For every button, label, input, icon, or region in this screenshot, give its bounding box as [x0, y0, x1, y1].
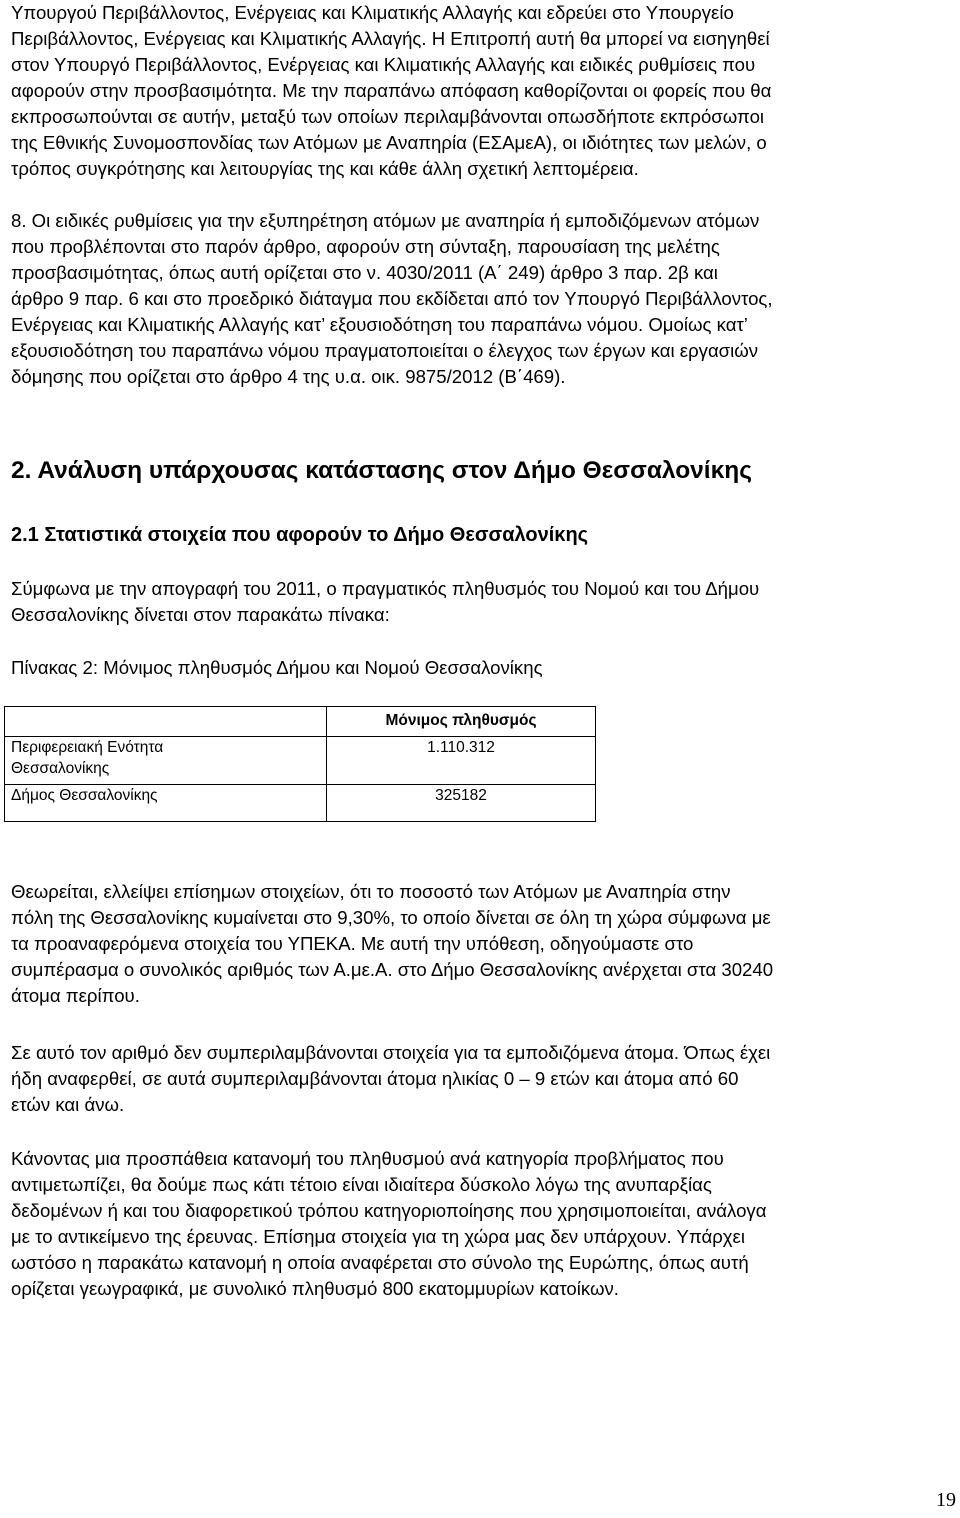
subsection-heading: 2.1 Στατιστικά στοιχεία που αφορούν το Δήμο Θεσσαλονίκης: [11, 524, 589, 546]
text-line: ορίζεται γεωγραφικά, με συνολικό πληθυσμό 800 εκατομμυρίων κατοίκων.: [11, 1278, 619, 1299]
text-line: εξουσιοδότηση του παραπάνω νόμου πραγματοποιείται ο έλεγχος των έργων και εργασιών: [11, 340, 759, 361]
text-line: που προβλέπονται στο παρόν άρθρο, αφορούν στη σύνταξη, παρουσίαση της μελέτης: [11, 236, 720, 257]
cell-text-line: Θεσσαλονίκης: [11, 760, 110, 777]
table-header-population: Μόνιμος πληθυσμός: [327, 707, 596, 737]
text-line: Κάνοντας μια προσπάθεια κατανομή του πληθυσμού ανά κατηγορία προβλήματος που: [11, 1148, 724, 1169]
text-line: συμπέρασμα ο συνολικός αριθμός των Α.με.Α. στο Δήμο Θεσσαλονίκης ανέρχεται στα 30240: [11, 959, 774, 980]
text-line: τα προαναφερόμενα στοιχεία του ΥΠΕΚΑ. Με αυτή την υπόθεση, οδηγούμαστε στο: [11, 933, 694, 954]
table-cell-value: 325182: [327, 785, 596, 822]
text-line: 8. Οι ειδικές ρυθμίσεις για την εξυπηρέτηση ατόμων με αναπηρία ή εμποδιζόμενων ατόμων: [11, 210, 760, 231]
text-line: της Εθνικής Συνομοσπονδίας των Ατόμων με Αναπηρία (ΕΣΑμεΑ), οι ιδιότητες των μελών, ο: [11, 132, 767, 153]
table-header-blank: [5, 707, 327, 737]
table-cell-label: [5, 737, 327, 785]
text-line: Ενέργειας και Κλιματικής Αλλαγής κατ’ εξουσιοδότηση του παραπάνω νόμου. Ομοίως κατ’: [11, 314, 748, 335]
text-line: αντιμετωπίζει, θα δούμε πως κάτι τέτοιο είναι ιδιαίτερα δύσκολο λόγω της ανυπαρξίας: [11, 1174, 712, 1195]
text-line: δόμησης που ορίζεται στο άρθρο 4 της υ.α. οικ. 9875/2012 (Β΄469).: [11, 366, 566, 387]
text-line: Θεωρείται, ελλείψει επίσημων στοιχείων, ότι το ποσοστό των Ατόμων με Αναπηρία στην: [11, 881, 731, 902]
census-paragraph: [11, 576, 953, 628]
text-line: ετών και άνω.: [11, 1094, 125, 1115]
text-line: πόλη της Θεσσαλονίκης κυμαίνεται στο 9,30%, το οποίο δίνεται σε όλη τη χώρα σύμφωνα με: [11, 907, 771, 928]
text-line: Σε αυτό τον αριθμό δεν συμπεριλαμβάνονται στοιχεία για τα εμποδιζόμενα άτομα. Όπως έχει: [11, 1042, 771, 1063]
page-number: 19: [936, 1489, 956, 1511]
estimate-paragraph: [11, 879, 953, 1009]
table-caption: Πίνακας 2: Μόνιμος πληθυσμός Δήμου και Νομού Θεσσαλονίκης: [11, 657, 543, 678]
table-header-row: [5, 707, 596, 737]
exclusion-paragraph: [11, 1040, 953, 1118]
text-line: προσβασιμότητας, όπως αυτή ορίζεται στο ν. 4030/2011 (Α΄ 249) άρθρο 3 παρ. 2β και: [11, 262, 718, 283]
text-line: ήδη αναφερθεί, σε αυτά συμπεριλαμβάνονται άτομα ηλικίας 0 – 9 ετών και άτομα από 60: [11, 1068, 739, 1089]
intro-paragraph: [11, 0, 953, 182]
distribution-paragraph: [11, 1146, 953, 1302]
cell-text-line: Περιφερειακή Ενότητα: [11, 739, 164, 756]
text-line: αφορούν στην προσβασιμότητα. Με την παραπάνω απόφαση καθορίζονται οι φορείς που θα: [11, 80, 772, 101]
item-8-paragraph: [11, 208, 953, 390]
text-line: στον Υπουργό Περιβάλλοντος, Ενέργειας και Κλιματικής Αλλαγής και ειδικές ρυθμίσεις που: [11, 54, 756, 75]
section-heading: 2. Ανάλυση υπάρχουσας κατάστασης στον Δήμο Θεσσαλονίκης: [11, 457, 752, 484]
text-line: άρθρο 9 παρ. 6 και στο προεδρικό διάταγμα που εκδίδεται από τον Υπουργό Περιβάλλοντος,: [11, 288, 773, 309]
table-row: [5, 737, 596, 785]
text-line: ωστόσο η παρακάτω κατανομή η οποία αναφέρεται στο σύνολο της Ευρώπης, όπως αυτή: [11, 1252, 749, 1273]
text-line: με το αντικείμενο της έρευνας. Επίσημα στοιχεία για τη χώρα μας δεν υπάρχουν. Υπάρχει: [11, 1226, 745, 1247]
table-cell-value: 1.110.312: [327, 737, 596, 785]
text-line: άτομα περίπου.: [11, 985, 140, 1006]
table-row: [5, 785, 596, 822]
text-line: τρόπος συγκρότησης και λειτουργίας της και κάθε άλλη σχετική λεπτομέρεια.: [11, 158, 639, 179]
text-line: Περιβάλλοντος, Ενέργειας και Κλιματικής Αλλαγής. Η Επιτροπή αυτή θα μπορεί να εισηγηθεί: [11, 28, 770, 49]
text-line: Σύμφωνα με την απογραφή του 2011, ο πραγματικός πληθυσμός του Νομού και του Δήμου: [11, 578, 760, 599]
cell-text-line: Δήμος Θεσσαλονίκης: [11, 787, 158, 804]
text-line: εκπροσωπούνται σε αυτήν, μεταξύ των οποίων περιλαμβάνονται οπωσδήποτε εκπρόσωποι: [11, 106, 765, 127]
table-cell-label: [5, 785, 327, 822]
population-table: [4, 706, 596, 822]
text-line: Υπουργού Περιβάλλοντος, Ενέργειας και Κλιματικής Αλλαγής και εδρεύει στο Υπουργείο: [11, 2, 734, 23]
text-line: δεδομένων ή και του διαφορετικού τρόπου κατηγοριοποίησης που χρησιμοποιείται, ανάλογα: [11, 1200, 767, 1221]
text-line: Θεσσαλονίκης δίνεται στον παρακάτω πίνακα:: [11, 604, 390, 625]
